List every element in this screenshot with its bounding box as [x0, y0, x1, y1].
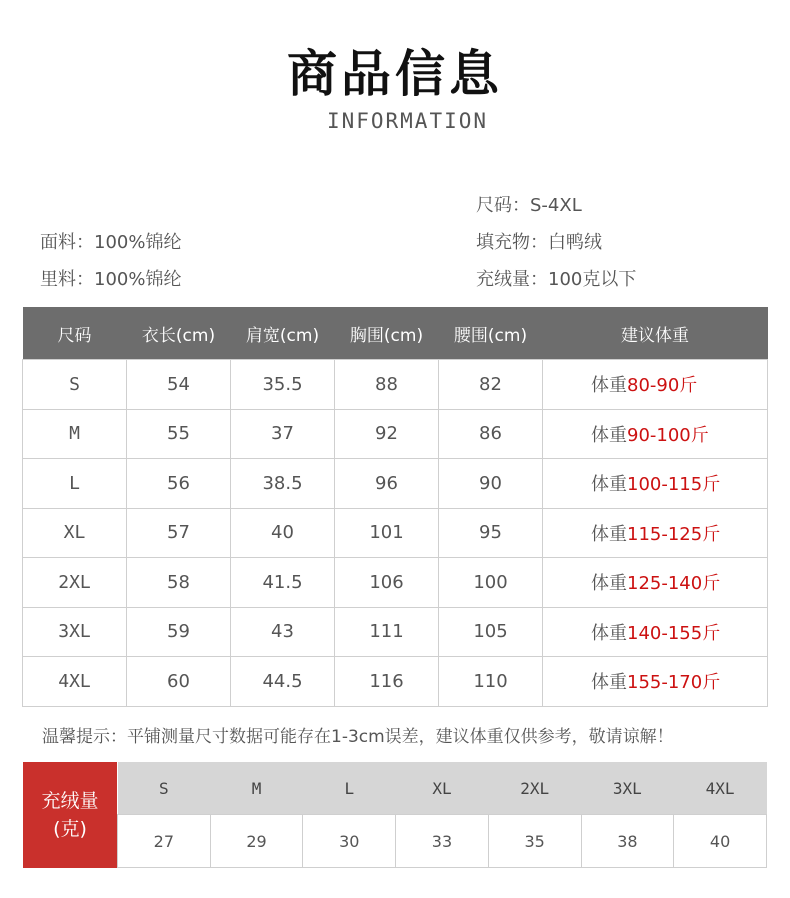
cell-length: 55	[127, 409, 231, 459]
table-row	[23, 657, 768, 707]
cell-waist: 110	[439, 657, 543, 707]
weight-prefix: 体重	[591, 474, 627, 496]
header-length: 衣长(cm)	[127, 307, 231, 360]
fill-size: 3XL	[581, 762, 674, 815]
cell-length: 57	[127, 508, 231, 558]
weight-range: 80-90斤	[627, 375, 698, 397]
table-row	[23, 459, 768, 509]
fill-size: 4XL	[674, 762, 767, 815]
weight-range: 140-155斤	[627, 622, 721, 644]
fill-size-row	[118, 762, 767, 815]
fill-size: L	[303, 762, 396, 815]
cell-weight	[543, 360, 768, 410]
cell-chest: 92	[335, 409, 439, 459]
weight-prefix: 体重	[591, 672, 627, 694]
cell-chest: 101	[335, 508, 439, 558]
cell-chest: 116	[335, 657, 439, 707]
page-subtitle: INFORMATION	[326, 109, 489, 133]
cell-shoulder: 38.5	[231, 459, 335, 509]
fill-amount-table	[117, 762, 767, 868]
fill-amount-label	[23, 762, 117, 868]
info-lining: 里料：100%锦纶	[40, 269, 182, 290]
cell-waist: 100	[439, 558, 543, 608]
weight-range: 125-140斤	[627, 573, 721, 595]
size-chart-table	[22, 307, 768, 707]
cell-shoulder: 37	[231, 409, 335, 459]
cell-weight	[543, 607, 768, 657]
cell-weight	[543, 409, 768, 459]
cell-waist: 90	[439, 459, 543, 509]
fill-value: 30	[303, 815, 396, 868]
fill-size: XL	[396, 762, 489, 815]
fill-size: 2XL	[488, 762, 581, 815]
weight-range: 90-100斤	[627, 424, 709, 446]
cell-size: 2XL	[23, 558, 127, 608]
table-row	[23, 409, 768, 459]
cell-weight	[543, 459, 768, 509]
cell-chest: 96	[335, 459, 439, 509]
weight-range: 100-115斤	[627, 474, 721, 496]
cell-weight	[543, 558, 768, 608]
cell-shoulder: 40	[231, 508, 335, 558]
table-row	[23, 558, 768, 608]
cell-waist: 105	[439, 607, 543, 657]
cell-chest: 88	[335, 360, 439, 410]
fill-value: 35	[488, 815, 581, 868]
cell-size: S	[23, 360, 127, 410]
table-row	[23, 607, 768, 657]
cell-length: 58	[127, 558, 231, 608]
info-fill-amount: 充绒量：100克以下	[476, 269, 637, 290]
info-size-range: 尺码：S-4XL	[476, 195, 582, 216]
table-row	[23, 508, 768, 558]
cell-chest: 111	[335, 607, 439, 657]
header-waist: 腰围(cm)	[439, 307, 543, 360]
weight-range: 155-170斤	[627, 672, 721, 694]
cell-shoulder: 35.5	[231, 360, 335, 410]
fill-label-line1: 充绒量	[41, 790, 99, 812]
cell-size: M	[23, 409, 127, 459]
weight-prefix: 体重	[591, 523, 627, 545]
header-weight: 建议体重	[543, 307, 768, 360]
fill-value: 27	[118, 815, 211, 868]
size-chart-header-row	[23, 307, 768, 360]
cell-size: L	[23, 459, 127, 509]
weight-prefix: 体重	[591, 573, 627, 595]
cell-shoulder: 44.5	[231, 657, 335, 707]
cell-length: 60	[127, 657, 231, 707]
header-size: 尺码	[23, 307, 127, 360]
cell-length: 59	[127, 607, 231, 657]
fill-size: M	[210, 762, 303, 815]
cell-weight	[543, 508, 768, 558]
weight-range: 115-125斤	[627, 523, 721, 545]
info-filling: 填充物：白鸭绒	[476, 232, 602, 253]
fill-value: 29	[210, 815, 303, 868]
header-shoulder: 肩宽(cm)	[231, 307, 335, 360]
fill-size: S	[118, 762, 211, 815]
measurement-note: 温馨提示：平铺测量尺寸数据可能存在1-3cm误差，建议体重仅供参考，敬请谅解！	[42, 727, 674, 747]
fill-value-row	[118, 815, 767, 868]
cell-length: 56	[127, 459, 231, 509]
weight-prefix: 体重	[591, 375, 627, 397]
cell-waist: 86	[439, 409, 543, 459]
cell-waist: 82	[439, 360, 543, 410]
cell-shoulder: 41.5	[231, 558, 335, 608]
cell-size: 4XL	[23, 657, 127, 707]
fill-value: 40	[674, 815, 767, 868]
cell-size: XL	[23, 508, 127, 558]
cell-weight	[543, 657, 768, 707]
cell-size: 3XL	[23, 607, 127, 657]
cell-length: 54	[127, 360, 231, 410]
weight-prefix: 体重	[591, 424, 627, 446]
table-row	[23, 360, 768, 410]
info-fabric: 面料：100%锦纶	[40, 232, 182, 253]
cell-shoulder: 43	[231, 607, 335, 657]
header-chest: 胸围(cm)	[335, 307, 439, 360]
cell-chest: 106	[335, 558, 439, 608]
cell-waist: 95	[439, 508, 543, 558]
page-title: 商品信息	[287, 45, 503, 103]
weight-prefix: 体重	[591, 622, 627, 644]
fill-label-line2: (克)	[53, 818, 87, 840]
fill-value: 33	[396, 815, 489, 868]
fill-value: 38	[581, 815, 674, 868]
